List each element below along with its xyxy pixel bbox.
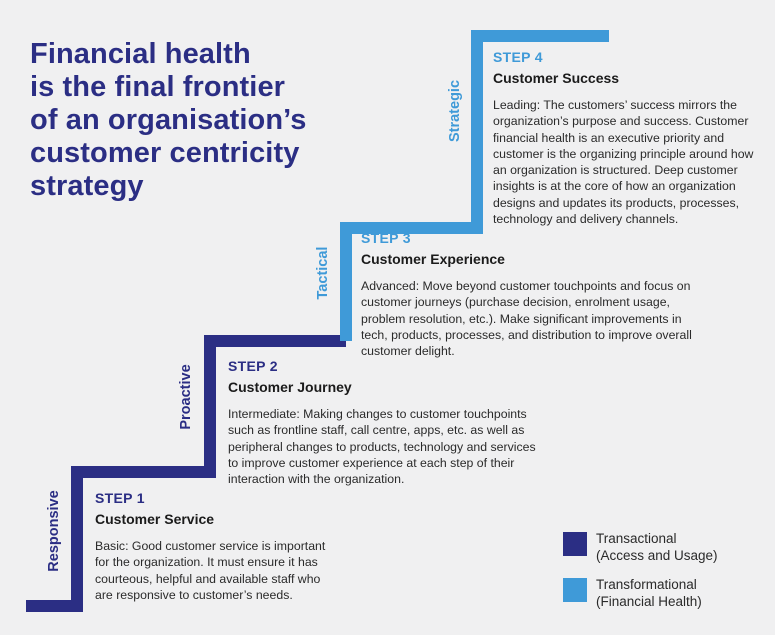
legend-swatch-transformational <box>563 578 587 602</box>
step-description: Basic: Good customer service is important for the organization. It must ensure it has courteous, helpful and available staff who are responsive to customer’s needs. <box>95 539 326 602</box>
legend-label-line: (Access and Usage) <box>596 548 718 563</box>
step-4 <box>493 48 765 227</box>
step-2 <box>228 357 543 487</box>
title-line: Financial health <box>30 38 251 70</box>
legend-label <box>596 530 718 564</box>
step-name: Customer Journey <box>228 379 352 395</box>
legend-label-line: Transformational <box>596 577 697 592</box>
step-number: STEP 2 <box>228 358 278 374</box>
step-description: Leading: The customers’ success mirrors the organization’s purpose and success. Customer financial health is an executive priority and customer is the organizing principle around how an organization is structured. Deep customer insights is at the core of how an organization designs and updates its products, processes, technology and delivery channels. <box>493 98 754 227</box>
step-name: Customer Success <box>493 70 620 86</box>
legend-label-line: Transactional <box>596 531 677 546</box>
title-line: customer centricity <box>30 137 300 169</box>
step-name: Customer Experience <box>361 251 505 267</box>
step-number: STEP 3 <box>361 230 411 246</box>
level-label-proactive: Proactive <box>178 364 194 430</box>
level-label-responsive: Responsive <box>46 490 62 572</box>
legend-label-line: (Financial Health) <box>596 594 702 609</box>
step-number: STEP 4 <box>493 49 543 65</box>
step-number: STEP 1 <box>95 490 145 506</box>
legend-label <box>596 576 702 610</box>
step-1 <box>95 489 335 603</box>
step-name: Customer Service <box>95 511 215 527</box>
step-3 <box>361 229 696 359</box>
title-line: is the final frontier <box>30 71 286 103</box>
level-label-strategic: Strategic <box>447 79 463 143</box>
step-description: Advanced: Move beyond customer touchpoints and focus on customer journeys (purchase decision, enrolment usage, problem resolution, etc.). Make significant improvements in tech, products, processes, and distribution to improve overall customer delight. <box>361 279 692 359</box>
title-line: of an organisation’s <box>30 104 307 136</box>
title-line: strategy <box>30 170 144 202</box>
legend-swatch-transactional <box>563 532 587 556</box>
level-label-tactical: Tactical <box>315 246 331 300</box>
step-description: Intermediate: Making changes to customer touchpoints such as frontline staff, call centre, apps, etc. as well as peripheral changes to products, technology and services to improve customer experience at each step of their interaction with the organization. <box>228 407 536 487</box>
